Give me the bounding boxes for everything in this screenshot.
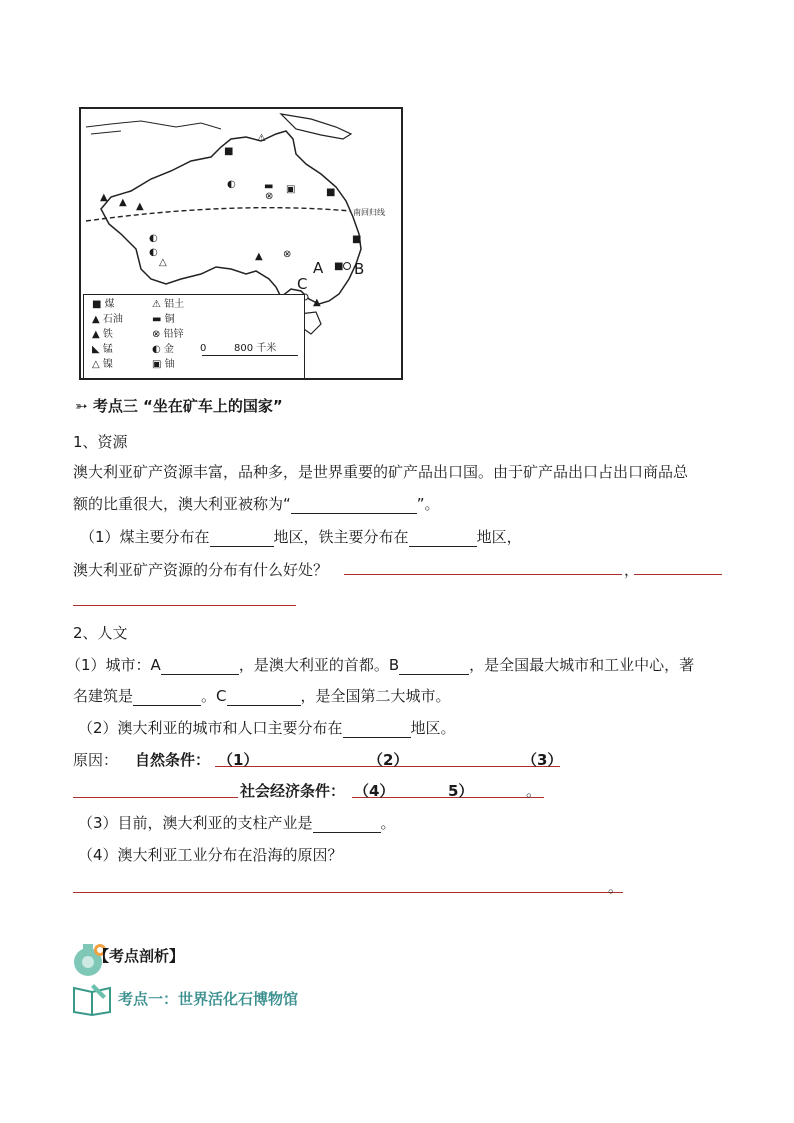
comma-text: ， — [624, 561, 640, 579]
nickel-symbol: △ — [159, 257, 167, 268]
gold-symbol: ◐ — [149, 233, 158, 244]
analysis-title: 【考点剖析】 — [94, 947, 185, 965]
natural-condition-1: （1） — [218, 751, 259, 769]
benefit-answer-line-2[interactable] — [634, 574, 722, 575]
iron-symbol: ▲ — [136, 201, 144, 212]
resources-paragraph-line1: 澳大利亚矿产资源丰富，品种多，是世界重要的矿产品出口国。由于矿产品出口占出口商品总 — [73, 463, 689, 481]
lead-zinc-symbol: ⊗ — [283, 249, 292, 260]
oil-symbol: ▲ — [313, 297, 321, 308]
uranium-symbol: ▣ — [286, 184, 296, 195]
legend-item-uranium: ▣ 铀 — [152, 359, 175, 370]
iron-region-blank[interactable] — [409, 530, 477, 547]
legend-item-bauxite: ⚠ 铝土 — [152, 299, 185, 310]
gold-symbol: ◐ — [149, 247, 158, 258]
analysis-subtitle: 考点一：世界活化石博物馆 — [118, 990, 299, 1008]
legend-item-gold: ◐ 金 — [152, 344, 174, 355]
map-legend — [83, 294, 305, 380]
natural-conditions-line-2[interactable] — [73, 797, 238, 798]
social-period: 。 — [526, 782, 542, 800]
nickname-blank[interactable] — [291, 497, 417, 514]
section-title: ➳ 考点三 “坐在矿车上的国家” — [75, 397, 283, 415]
social-condition-5: 5） — [448, 782, 474, 800]
reason-label: 原因： — [73, 751, 119, 769]
copper-symbol: ▬ — [264, 181, 274, 192]
question-3: （3）目前，澳大利亚的支柱产业是 。 — [78, 814, 396, 832]
resources-heading: 1、资源 — [73, 433, 128, 451]
natural-condition-2: （2） — [368, 751, 409, 769]
city-c-blank[interactable] — [227, 689, 301, 706]
natural-condition-3: （3） — [522, 751, 563, 769]
new-guinea-outline — [281, 114, 351, 139]
scale-label: 800 千米 — [234, 343, 277, 354]
question-1-benefit: 澳大利亚矿产资源的分布有什么好处？ — [73, 561, 329, 579]
iron-symbol: ▲ — [119, 197, 127, 208]
bauxite-symbol: ⚠ — [257, 133, 266, 144]
legend-item-copper: ▬ 铜 — [152, 314, 175, 325]
tropic-label: 南回归线 — [353, 208, 385, 217]
iron-symbol: ▲ — [100, 192, 108, 203]
coal-symbol: ■ — [352, 234, 362, 245]
coal-symbol: ■ — [334, 261, 344, 272]
building-blank[interactable] — [133, 689, 201, 706]
australia-resource-map — [79, 107, 403, 380]
coal-symbol: ■ — [224, 146, 234, 157]
tropic-line — [86, 208, 351, 221]
natural-conditions-label: 自然条件： — [135, 751, 211, 769]
benefit-answer-line-1[interactable] — [344, 574, 622, 575]
social-conditions-label: 社会经济条件： — [240, 782, 346, 800]
legend-item-oil: ▲ 石油 — [92, 314, 123, 325]
resources-paragraph-line2: 额的比重很大，澳大利亚被称为“ ”。 — [73, 495, 440, 513]
pillar-industry-blank[interactable] — [313, 816, 381, 833]
city-line-1: （1）城市：A ，是澳大利亚的首都。B ，是全国最大城市和工业中心，著 — [66, 656, 695, 674]
city-a-blank[interactable] — [161, 658, 239, 675]
distribution-blank[interactable] — [343, 721, 411, 738]
point-b-label: B — [354, 260, 365, 278]
legend-item-nickel: △ 镍 — [92, 359, 113, 370]
point-b-marker — [344, 263, 351, 270]
question-4: （4）澳大利亚工业分布在沿海的原因？ — [78, 846, 343, 864]
question-2: （2）澳大利亚的城市和人口主要分布在 地区。 — [78, 719, 456, 737]
culture-heading: 2、人文 — [73, 624, 128, 642]
question-1: （1）煤主要分布在 地区，铁主要分布在 地区， — [80, 528, 522, 546]
scale-zero: 0 — [200, 343, 207, 354]
book-icon — [70, 980, 114, 1016]
question-4-end: 。 — [608, 878, 624, 896]
city-line-2: 名建筑是 。C ，是全国第二大城市。 — [73, 687, 451, 705]
social-condition-4: （4） — [354, 782, 395, 800]
benefit-answer-line-3[interactable] — [73, 605, 296, 606]
lead-zinc-symbol: ⊗ — [265, 191, 274, 202]
legend-item-lead-zinc: ⊗ 铅锌 — [152, 329, 184, 340]
coal-region-blank[interactable] — [210, 530, 274, 547]
oil-symbol: ▲ — [255, 251, 263, 262]
question-4-answer-line[interactable] — [73, 892, 623, 893]
legend-item-manganese: ◣ 锰 — [92, 344, 113, 355]
point-c-label: C — [297, 275, 308, 293]
gold-symbol: ◐ — [227, 179, 236, 190]
city-b-blank[interactable] — [399, 658, 469, 675]
point-a-label: A — [313, 259, 324, 277]
scale-bar — [202, 355, 298, 356]
coal-symbol: ■ — [326, 187, 336, 198]
islands-outline — [86, 121, 221, 134]
arrow-icon: ➳ — [75, 397, 88, 415]
legend-item-coal: ■ 煤 — [92, 299, 115, 310]
legend-item-iron: ▲ 铁 — [92, 329, 113, 340]
